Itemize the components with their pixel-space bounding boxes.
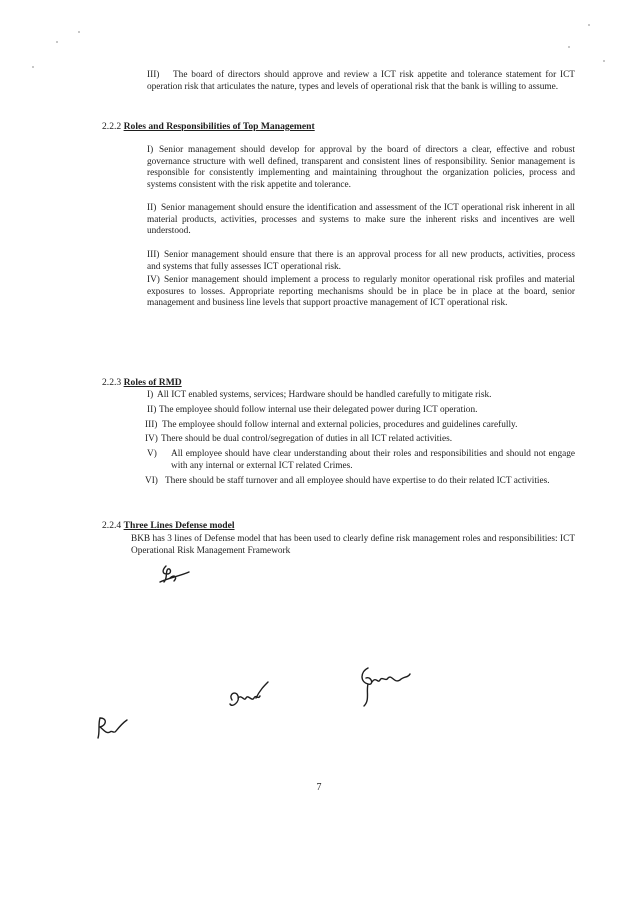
- rmd-item-2: [147, 405, 575, 417]
- item-text: The employee should follow internal and external policies, procedures and guidelines carefully.: [162, 420, 518, 430]
- top-management-item-3: [147, 250, 575, 273]
- item-text: The board of directors should approve and review a ICT risk appetite and tolerance statement for ICT operation risk that articulates the nature, types and levels of operational risk that the bank is willing to assume.: [147, 70, 575, 92]
- signature-initials: [156, 562, 192, 588]
- item-number: I): [147, 390, 154, 400]
- item-number: I): [147, 145, 154, 155]
- item-text: Senior management should develop for approval by the board of directors a clear, effective and robust governance structure with well defined, transparent and consistent lines of responsibility. Senior management is responsible for consistently implementing and maintaining throughout the organization policies, process and systems consistent with the risk appetite and tolerance.: [147, 145, 575, 190]
- rmd-item-6: [145, 476, 575, 488]
- section-title: Three Lines Defense model: [123, 520, 235, 531]
- scan-speck: [588, 24, 590, 26]
- top-management-item-2: [147, 203, 575, 238]
- item-number: IV): [147, 275, 160, 285]
- item-text: Senior management should implement a process to regularly monitor operational risk profiles and material exposures to losses. Appropriate reporting mechanisms should be in place be in place at the board, senior management and business line levels that support proactive management of ICT operational risk.: [147, 275, 575, 309]
- item-text: There should be dual control/segregation of duties in all ICT related activities.: [161, 434, 453, 444]
- scan-speck: [56, 41, 58, 43]
- item-text: There should be staff turnover and all employee should have expertise to do their related ICT activities.: [165, 476, 550, 486]
- item-text: All employee should have clear understanding about their roles and responsibilities and should not engage with any internal or external ICT related Crimes.: [171, 449, 575, 471]
- section-title: Roles and Responsibilities of Top Management: [123, 121, 315, 132]
- rmd-item-5: [147, 449, 575, 472]
- rmd-item-4: [145, 434, 575, 446]
- three-lines-paragraph: BKB has 3 lines of Defense model that has been used to clearly define risk management roles and responsibilities: ICT Operational Risk Management Framework: [131, 534, 575, 556]
- item-text: All ICT enabled systems, services; Hardware should be handled carefully to mitigate risk.: [157, 390, 492, 400]
- item-number: VI): [145, 476, 158, 486]
- section-number: 2.2.3: [102, 377, 122, 388]
- section-heading-2-2-2: [102, 121, 315, 133]
- section-number: 2.2.4: [102, 520, 122, 531]
- item-text: Senior management should ensure the identification and assessment of the ICT operational risk inherent in all material products, activities, processes and systems to make sure the inherent risks and incentives are well understood.: [147, 203, 575, 237]
- section-title: Roles of RMD: [123, 377, 182, 388]
- rmd-item-3: [145, 420, 575, 432]
- section-heading-2-2-3: [102, 377, 182, 389]
- section-heading-2-2-4: [102, 520, 235, 532]
- section-number: 2.2.2: [102, 121, 122, 132]
- item-number: II): [147, 203, 157, 213]
- signature-middle: [226, 680, 270, 714]
- scan-speck: [568, 46, 570, 48]
- scan-speck: [78, 31, 80, 33]
- item-number: IV): [145, 434, 158, 444]
- signature-left: [94, 714, 128, 740]
- item-number: III): [145, 420, 158, 430]
- item-number: II): [147, 405, 157, 415]
- item-number: III): [147, 250, 160, 260]
- signature-right: [356, 662, 412, 710]
- scan-speck: [32, 66, 34, 68]
- page-number: 7: [316, 782, 322, 793]
- item-text: Senior management should ensure that there is an approval process for all new products, activities, process and systems that fully assesses ICT operational risk.: [147, 250, 575, 272]
- item-number: III): [147, 70, 160, 80]
- item-number: V): [147, 449, 157, 459]
- item-text: The employee should follow internal use their delegated power during ICT operation.: [159, 405, 478, 415]
- scan-speck: [603, 60, 605, 62]
- rmd-item-1: [147, 390, 575, 402]
- top-management-item-1: [147, 145, 575, 191]
- board-item-3: [147, 70, 575, 93]
- top-management-item-4: [147, 275, 575, 310]
